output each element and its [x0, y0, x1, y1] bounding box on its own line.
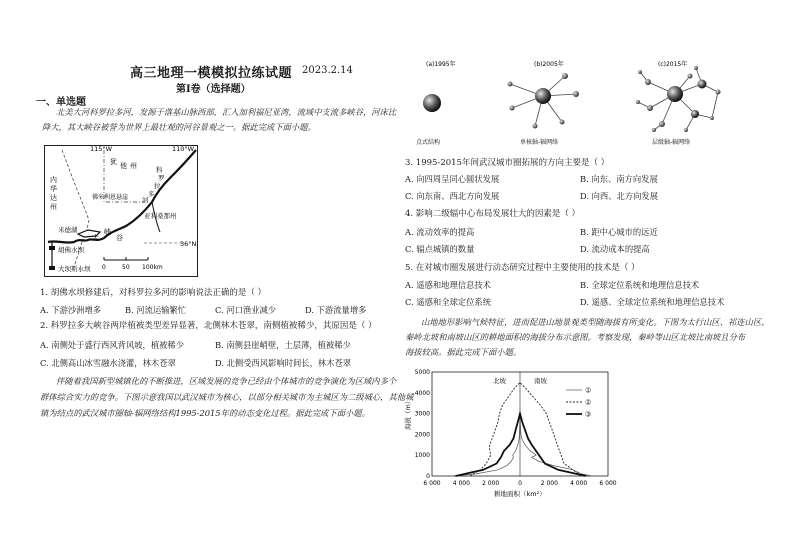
q3-option-b[interactable]: B. 向东、南方向发展	[580, 174, 658, 184]
lon-110: 110°W	[172, 145, 195, 153]
panel-c-secondary-node	[698, 80, 707, 89]
panel-b-node	[533, 124, 538, 129]
q1-option-c[interactable]: C. 河口渔业减少	[215, 305, 277, 315]
panel-c-caption: 层级轴-辐网络	[652, 139, 691, 146]
q1-option-b[interactable]: B. 河流运输繁忙	[125, 305, 187, 315]
vermilion-cliffs-label: 佛米利恩悬崖	[92, 194, 129, 201]
river-label-2: 罗	[158, 174, 165, 182]
scale-100: 100km	[142, 264, 163, 271]
panel-c-node	[645, 79, 651, 85]
q2-stem: 2. 科罗拉多大峡谷两岸植被类型差异显著，北侧林木苍翠，南侧植被稀少，其原因是（ ）	[40, 321, 377, 331]
scale-50: 50	[122, 264, 130, 271]
lake-mead-label: 米德湖	[58, 226, 78, 234]
part-title: 第Ⅰ卷（选择题）	[176, 84, 251, 95]
panel-c-node	[659, 121, 665, 127]
section-title: 一、单选题	[36, 97, 86, 108]
parker-dam-label: 大坝斯水坝	[58, 265, 91, 273]
exam-date: 2023.2.14	[302, 65, 353, 76]
panel-b-core-node	[535, 88, 551, 104]
q4-option-a[interactable]: A. 流动效率的提高	[405, 227, 475, 237]
y-tick-label: 5000	[414, 369, 430, 376]
state-utah-1: 犹	[110, 158, 117, 166]
q2-option-d[interactable]: D. 北侧受西风影响时间长，林木苍翠	[215, 358, 352, 368]
canyon-label-3: 谷	[116, 234, 123, 242]
q3-option-c[interactable]: C. 向东南、西北方向发展	[405, 191, 500, 201]
network-diagram	[400, 56, 740, 148]
panel-a-caption: 点式结构	[416, 139, 441, 146]
q2-option-b[interactable]: B. 南侧县崖峭壁，土层薄，植被稀少	[215, 340, 351, 350]
x-tick-label: 0	[518, 480, 522, 487]
panel-c-node	[694, 66, 698, 70]
y-tick-label: 1000	[414, 452, 430, 460]
q4-options	[405, 226, 765, 255]
hoover-dam-marker	[49, 246, 55, 250]
panel-a-core-node	[423, 94, 441, 112]
series-line-1	[451, 414, 592, 476]
q5-options	[405, 279, 765, 308]
parker-dam-marker	[49, 266, 55, 270]
canyon-label-2: 峡	[104, 228, 111, 236]
y-tick-labels	[415, 369, 430, 480]
river-label-4: 多	[148, 190, 155, 198]
question-1	[40, 287, 390, 300]
x-tick-labels	[423, 480, 616, 487]
river-label-3: 拉	[154, 182, 161, 190]
y-tick-label: 4000	[414, 389, 430, 397]
panel-b-node	[508, 82, 513, 87]
state-utah-2: 他	[120, 162, 127, 170]
q3-option-a[interactable]: A. 向四周呈同心圆状发展	[405, 174, 500, 184]
panel-c-node	[647, 105, 653, 111]
y-axis-title: 海拔（m）	[404, 397, 412, 430]
panel-c-node	[710, 116, 714, 120]
x-tick-label: 4 000	[452, 480, 470, 487]
arizona-label: 亚利桑那州	[144, 212, 177, 220]
state-nevada-3: 达	[50, 194, 57, 202]
lat-36: 36°N	[180, 240, 197, 248]
q3-stem: 3. 1995-2015年间武汉城市圈拓展的方向主要是（ ）	[405, 158, 610, 168]
q4-option-b[interactable]: B. 距中心城市的远近	[580, 227, 658, 237]
panel-c-node	[636, 100, 640, 104]
question-2	[40, 320, 400, 333]
y-tick-label: 3000	[414, 410, 430, 418]
panel-c-node	[684, 128, 688, 132]
q3-option-d[interactable]: D. 向西、北方向发展	[580, 191, 659, 201]
panel-b-node	[560, 120, 565, 125]
q4-stem: 4. 影响二级辐中心布局发展壮大的因素是（ ）	[405, 209, 581, 219]
scale-0: 0	[102, 264, 106, 271]
q3-options	[405, 173, 765, 202]
panel-c-node	[688, 74, 693, 79]
river-label-1: 科	[156, 166, 163, 174]
north-slope-label: 北坡	[493, 377, 506, 385]
series-line-2	[470, 382, 581, 476]
q1-stem: 1. 胡佛水坝修建后，对科罗拉多河的影响说法正确的是（ ）	[40, 288, 267, 298]
q5-option-d[interactable]: D. 遥感、全球定位系统和地理信息技术	[580, 297, 725, 307]
river-label-5: 河	[142, 196, 149, 204]
legend-label-1: ①	[585, 386, 592, 395]
question-3	[405, 157, 765, 170]
chart-series	[451, 382, 592, 476]
question-4	[405, 208, 765, 221]
panel-b-node	[562, 73, 568, 79]
exam-title: 高三地理一模模拟拉练试题	[130, 66, 293, 81]
q1-option-a[interactable]: A. 下游沙洲增多	[40, 305, 102, 315]
panel-c-secondary-node	[691, 110, 699, 118]
lon-115: 115°W	[90, 145, 113, 153]
x-tick-label: 6 000	[423, 480, 441, 487]
colorado-river-map	[44, 142, 204, 280]
q4-option-d[interactable]: D. 流动成本的提高	[580, 244, 650, 254]
panel-b-label: (b)2005年	[534, 61, 564, 68]
state-nevada-1: 内	[50, 176, 57, 184]
panel-a-label: (a)1995年	[426, 61, 456, 68]
q1-option-d[interactable]: D. 下游流量增多	[305, 305, 367, 315]
q5-option-b[interactable]: B. 全球定位系统和地理信息技术	[580, 280, 700, 290]
panel-c-node	[638, 70, 642, 74]
passage-wuhan: 伴随着我国新型城镇化的不断推进，区域发展的竞争已经由个体城市的竞争演化为区域内多个 群体综合实力的竞争。下图示意我国以武汉城市为核心，以部分相关城市为主城区为二级城心，其他城 镇为结点的武汉城市圈轴-辐网络结构1995-2015年的动态变化过程。据此完成下面小题。	[40, 376, 414, 418]
x-tick-label: 2 000	[540, 480, 558, 487]
legend-label-2: ②	[585, 398, 592, 407]
canyon-label-1: 大	[92, 234, 99, 242]
panel-b-caption: 单核轴-辐网络	[520, 139, 559, 146]
elevation-farmland-chart	[398, 364, 630, 554]
q5-stem: 5. 在对城市圈发展进行动态研究过程中主要使用的技术是（ ）	[405, 263, 640, 273]
q2-option-c[interactable]: C. 北侧高山冰雪融水浇灌，林木苍翠	[40, 358, 176, 368]
state-utah-3: 州	[130, 162, 137, 170]
legend-label-3: ③	[585, 410, 592, 419]
panel-c-node	[652, 128, 656, 132]
panel-c-label: (c)2015年	[658, 61, 688, 68]
south-slope-label: 南坡	[534, 377, 547, 385]
x-axis-title: 耕地面积（km²）	[494, 490, 546, 498]
series-line-3	[456, 414, 587, 476]
q5-option-c[interactable]: C. 遥感和全球定位系统	[405, 297, 491, 307]
panel-c-core-node	[667, 86, 683, 102]
q5-option-a[interactable]: A. 遥感和地理信息技术	[405, 280, 491, 290]
panel-c-node	[716, 90, 721, 95]
q2-options	[40, 339, 400, 369]
passage-colorado: 北美大河科罗拉多河，发源于落基山脉西部，汇入加利福尼亚湾，流域中支流多峡谷，河床比 降大，其大峡谷被誉为世界上最壮观的河谷景观之一。据此完成下面小题。	[42, 107, 397, 132]
y-tick-label: 2000	[414, 431, 430, 439]
x-tick-label: 4 000	[570, 480, 588, 487]
q4-option-c[interactable]: C. 辐点城镇的数量	[405, 244, 475, 254]
chart-legend	[566, 387, 591, 419]
y-tick-label: 0	[426, 473, 430, 480]
passage-mountain: 山地地形影响气候特征，进而促进山地景观类型随海拔有所变化。下图为太行山区、祁连山区、 秦岭北坡和南坡山区的耕地面积的海拔分布示意图。考察发现，秦岭等山区北坡比南坡且分布 海拔较高。据此完成下面小题。	[405, 317, 770, 357]
q2-option-a[interactable]: A. 南侧处于盛行西风背风坡，植被稀少	[40, 340, 185, 350]
question-5	[405, 262, 765, 275]
q1-options	[40, 304, 390, 316]
state-nevada-4: 州	[50, 203, 57, 211]
state-nevada-2: 华	[50, 185, 57, 193]
x-tick-label: 2 000	[482, 480, 500, 487]
panel-b-node	[573, 91, 579, 97]
panel-b-node	[510, 106, 515, 111]
hoover-dam-label: 胡佛水坝	[58, 246, 84, 254]
x-tick-label: 6 000	[599, 480, 617, 487]
